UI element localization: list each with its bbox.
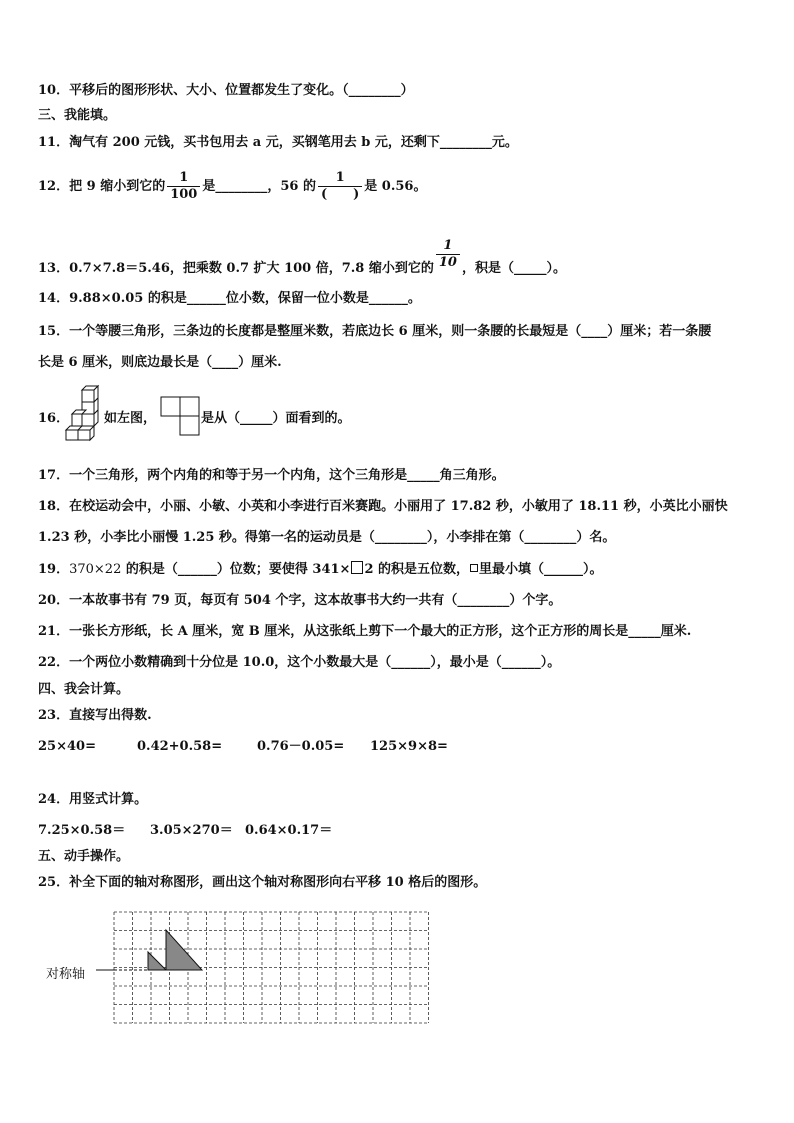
q13-text-b: ，积是（_____）。 bbox=[461, 261, 566, 276]
fraction-1-10: $\frac{1}{10}$ bbox=[436, 238, 460, 271]
expression-370x22: 370×22 bbox=[69, 562, 122, 577]
calc-item: 125×9×8= bbox=[370, 739, 448, 754]
question-21: 21．一张长方形纸，长 A 厘米，宽 B 厘米，从这张纸上剪下一个最大的正方形，这个正方形的周长是_____厘米. bbox=[38, 624, 692, 639]
question-19: 19．370×22 的积是（______）位数；要使得 341× 2 的积是五位数， 里最小填（______）。 bbox=[38, 562, 603, 577]
q16-text-b: 如左图， bbox=[104, 411, 157, 426]
symmetry-axis-label: 对称轴 bbox=[46, 967, 86, 982]
vertical-calc-item: 0.64×0.17＝ bbox=[245, 823, 333, 838]
shape-large-triangle bbox=[166, 930, 202, 970]
small-blank-box bbox=[470, 564, 478, 572]
q16-text-c: 是从（_____）面看到的。 bbox=[201, 411, 351, 426]
question-24: 24．用竖式计算。 bbox=[38, 792, 148, 807]
question-10: 10．平移后的图形形状、大小、位置都发生了变化。（________） bbox=[38, 83, 414, 98]
calc-item: 0.42+0.58= bbox=[137, 739, 223, 754]
question-14: 14．9.88×0.05 的积是______位小数，保留一位小数是______。 bbox=[38, 291, 421, 306]
question-16-number: 16． bbox=[38, 411, 70, 426]
question-20: 20．一本故事书有 79 页，每页有 504 个字，这本故事书大约一共有（________）个字。 bbox=[38, 593, 562, 608]
section-3-heading: 三、我能填。 bbox=[38, 108, 117, 123]
drawing-grid bbox=[96, 908, 436, 1032]
question-22: 22．一个两位小数精确到十分位是 10.0，这个小数最大是（______），最小是（______）。 bbox=[38, 655, 561, 670]
question-25: 25．补全下面的轴对称图形，画出这个轴对称图形向右平移 10 格后的图形。 bbox=[38, 875, 487, 890]
shape-small-triangle bbox=[148, 952, 166, 970]
calc-item: 0.76－0.05= bbox=[257, 739, 345, 754]
section-5-heading: 五、动手操作。 bbox=[38, 849, 130, 864]
question-17: 17．一个三角形，两个内角的和等于另一个内角，这个三角形是_____角三角形。 bbox=[38, 468, 505, 483]
question-15-line-2: 长是 6 厘米，则底边最长是（____）厘米. bbox=[38, 355, 282, 370]
question-23: 23．直接写出得数. bbox=[38, 708, 152, 723]
vertical-calc-item: 3.05×270＝ bbox=[150, 823, 233, 838]
calc-item: 25×40= bbox=[38, 739, 96, 754]
q13-text-a: 13．0.7×7.8＝5.46，把乘数 0.7 扩大 100 倍，7.8 缩小到它的 bbox=[38, 261, 434, 276]
question-13 bbox=[38, 238, 566, 278]
section-4-heading: 四、我会计算。 bbox=[38, 682, 130, 697]
fraction-1-blank: $\frac{1}{( )}$ bbox=[318, 170, 362, 203]
q12-text-b: 是________，56 的 bbox=[202, 179, 316, 194]
q12-text-c: 是 0.56。 bbox=[364, 179, 427, 194]
top-view-grid-figure bbox=[160, 396, 200, 438]
fraction-1-100: $\frac{1}{100}$ bbox=[167, 170, 200, 203]
question-11: 11．淘气有 200 元钱，买书包用去 a 元，买钢笔用去 b 元，还剩下________元。 bbox=[38, 135, 518, 150]
blank-box bbox=[351, 561, 363, 574]
question-18-line-1: 18．在校运动会中，小丽、小敏、小英和小李进行百米赛跑。小丽用了 17.82 秒，小敏用了 18.11 秒，小英比小丽快 bbox=[38, 499, 728, 514]
question-18-line-2: 1.23 秒，小李比小丽慢 1.25 秒。得第一名的运动员是（________），小李排在第（________）名。 bbox=[38, 530, 616, 545]
question-15-line-1: 15．一个等腰三角形，三条边的长度都是整厘米数，若底边长 6 厘米，则一条腰的长最短是（____）厘米；若一条腰 bbox=[38, 324, 712, 339]
q12-text-a: 12．把 9 缩小到它的 bbox=[38, 179, 166, 194]
question-12 bbox=[38, 170, 426, 203]
cube-stack-figure bbox=[64, 384, 104, 442]
vertical-calc-item: 7.25×0.58＝ bbox=[38, 823, 126, 838]
